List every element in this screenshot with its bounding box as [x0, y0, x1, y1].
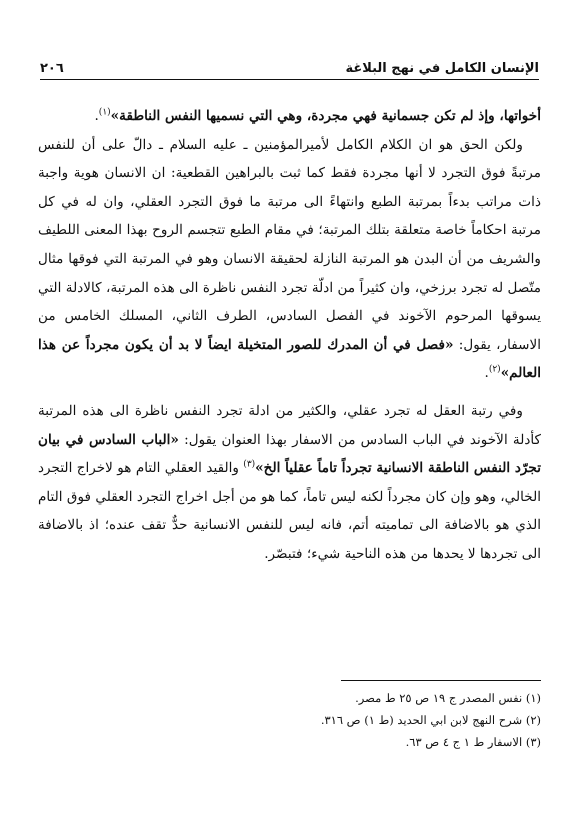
running-title: الإنسان الكامل في نهج البلاغة	[345, 61, 539, 76]
page-number: ٢٠٦	[40, 61, 64, 76]
paragraph-text: والقيد العقلي التام هو لاخراج التجرد الخالي، وهو وإن كان مجرداً لكنه ليس تاماً، كما هو من أجل اخراج التجرد العقلي فوق التام الذي هو بالاضافة الى تماميته أتم، فانه ليس للنفس الانسانية حدٌّ تقف عنده؛ اذ بالاضافة الى تجردها لا يحدها من هذه الناحية شيء؛ فتبصّر.	[38, 460, 541, 562]
punctuation: .	[94, 108, 99, 124]
footnote-2: (٢) شرح النهج لابن ابي الحديد (ط ١) ص ٣١٦.	[320, 713, 541, 727]
paragraph-1	[38, 102, 541, 131]
footnotes	[38, 687, 541, 753]
header-rule	[40, 79, 539, 80]
quote-text: أخواتها، وإذ لم تكن جسمانية فهي مجردة، وهي التي نسميها النفس الناطقة»	[110, 108, 541, 124]
punctuation: .	[484, 365, 489, 382]
quote-text: «الباب السادس في بيان تجرّد النفس الناطقة الانسانية تجرداً تاماً عقلياً الخ»	[38, 431, 541, 477]
body-text	[38, 102, 541, 569]
paragraph-2	[38, 131, 541, 388]
paragraph-3	[38, 397, 541, 569]
footnote-1: (١) نفس المصدر ج ١٩ ص ٢٥ ط مصر.	[355, 691, 541, 705]
footnote-ref-3: (٣)	[243, 459, 256, 470]
quote-text: «فصل في أن المدرك للصور المتخيلة ايضاً لا بد أن يكون مجرداً عن هذا العالم»	[38, 336, 541, 382]
paragraph-text: وفي رتبة العقل له تجرد عقلي، والكثير من ادلة تجرد النفس ناظرة الى هذه المرتبة كأدلة الآخوند في الباب السادس من الاسفار بهذا العنوان يقول:	[38, 402, 542, 448]
footnote-ref-1: (١)	[98, 107, 111, 118]
paragraph-text: ولكن الحق هو ان الكلام الكامل لأميرالمؤمنين ـ عليه السلام ـ دالّ على أن للنفس مرتبةً فوق التجرد لا أنها مجردة فقط كما ثبت بالبراهين القطعية: ان الانسان هوية واجبة ذات مراتب بدءاً بمرتبة الطبع وانتهاءً الى مرتبة ما فوق التجرد العقلي، وان له في كل مرتبة احكاماً خاصة متعلقة بتلك المرتبة؛ في مقام الطبع تتجسم الروح بهذا المعنى اللطيف والشريف من أن البدن هو المرتبة النازلة لحقيقة الانسان وهو في المرتبة التي فوقها مثال متّصل له تجرد برزخي، وان كثيراً من ادلّة تجرد النفس ناظرة الى هذه المرتبة، كالادلة التي يسوقها المرحوم الآخوند في الفصل السادس، الطرف الثاني، المسلك الخامس من الاسفار، يقول:	[38, 136, 542, 353]
running-header	[40, 52, 539, 76]
footnote-ref-2: (٢)	[488, 364, 501, 375]
footnote-rule	[341, 680, 541, 681]
footnote-3: (٣) الاسفار ط ١ ج ٤ ص ٦٣.	[405, 735, 541, 749]
